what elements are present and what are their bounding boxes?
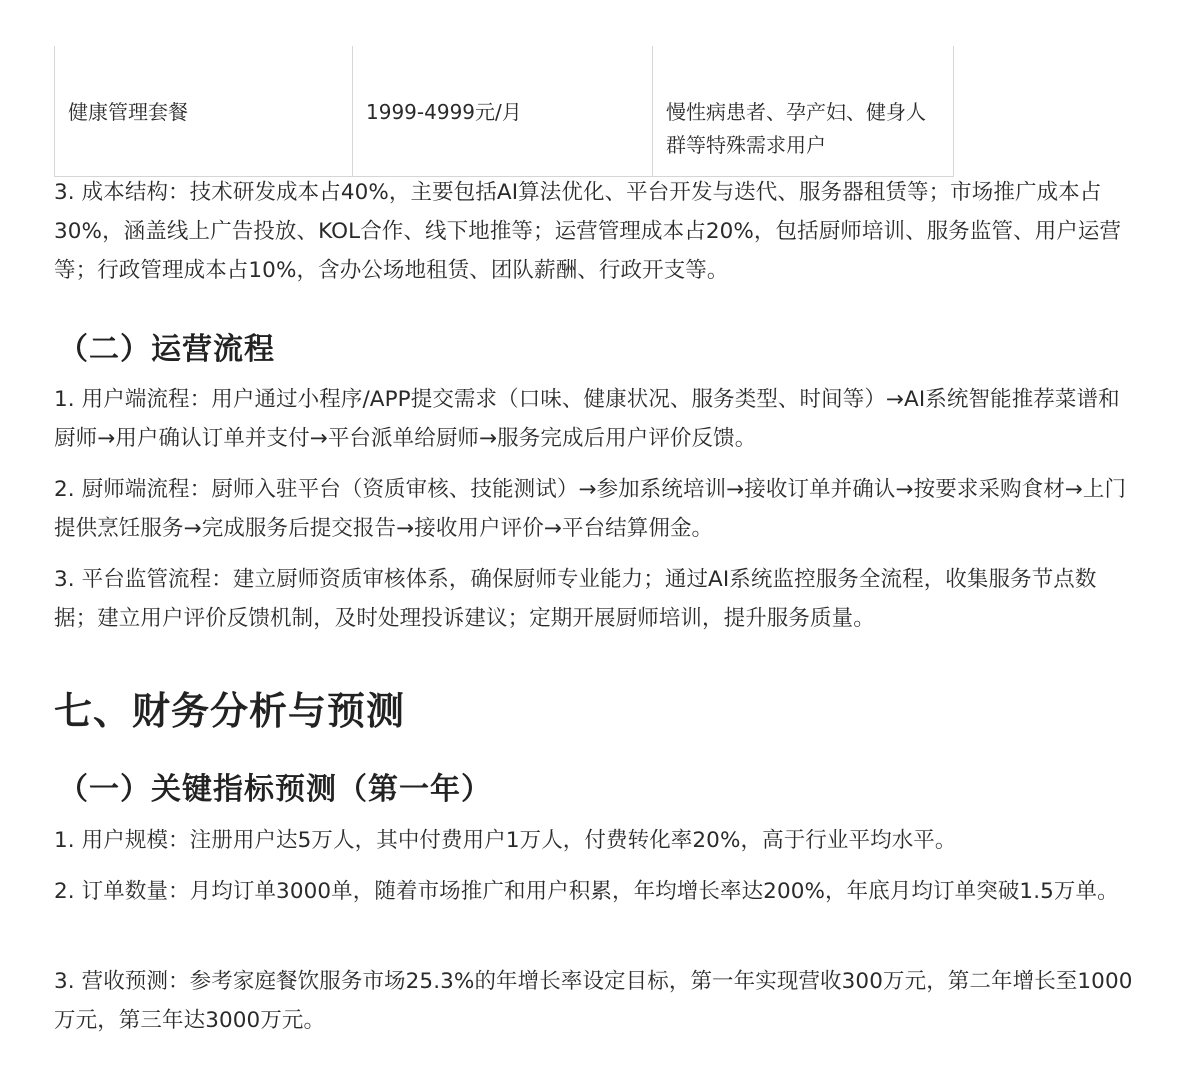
table-cell-name: 健康管理套餐	[55, 46, 353, 176]
cost-structure-paragraph: 3. 成本结构：技术研发成本占40%，主要包括AI算法优化、平台开发与迭代、服务器租赁等；市场推广成本占30%，涵盖线上广告投放、KOL合作、线下地推等；运营管理成本占20%，包括厨师培训、服务监管、用户运营等；行政管理成本占10%，含办公场地租赁、团队薪酬、行政开支等。	[54, 180, 1122, 283]
ops-item-user: 1. 用户端流程：用户通过小程序/APP提交需求（口味、健康状况、服务类型、时间等）→AI系统智能推荐菜谱和厨师→用户确认订单并支付→平台派单给厨师→服务完成后用户评价反馈。	[54, 387, 1120, 451]
kpi-item-users: 1. 用户规模：注册用户达5万人，其中付费用户1万人，付费转化率20%，高于行业平均水平。	[54, 828, 957, 853]
service-table	[54, 46, 1134, 177]
kpi-item-orders: 2. 订单数量：月均订单3000单，随着市场推广和用户积累，年均增长率达200%，年底月均订单突破1.5万单。	[54, 879, 1119, 904]
kpi-item-revenue: 3. 营收预测：参考家庭餐饮服务市场25.3%的年增长率设定目标，第一年实现营收300万元，第二年增长至1000万元，第三年达3000万元。	[54, 969, 1133, 1033]
table-cell-audience: 慢性病患者、孕产妇、健身人群等特殊需求用户	[666, 100, 926, 157]
ops-item-chef: 2. 厨师端流程：厨师入驻平台（资质审核、技能测试）→参加系统培训→接收订单并确认→按要求采购食材→上门提供烹饪服务→完成服务后提交报告→接收用户评价→平台结算佣金。	[54, 477, 1127, 541]
table-row	[54, 46, 954, 177]
ops-item-platform: 3. 平台监管流程：建立厨师资质审核体系，确保厨师专业能力；通过AI系统监控服务全流程，收集服务节点数据；建立用户评价反馈机制，及时处理投诉建议；定期开展厨师培训，提升服务质量。	[54, 567, 1097, 631]
kpi-heading: （一）关键指标预测（第一年）	[58, 772, 492, 807]
ops-flow-heading: （二）运营流程	[58, 332, 275, 367]
section-heading-finance: 七、财务分析与预测	[54, 689, 406, 733]
table-cell-price: 1999-4999元/月	[353, 46, 653, 176]
